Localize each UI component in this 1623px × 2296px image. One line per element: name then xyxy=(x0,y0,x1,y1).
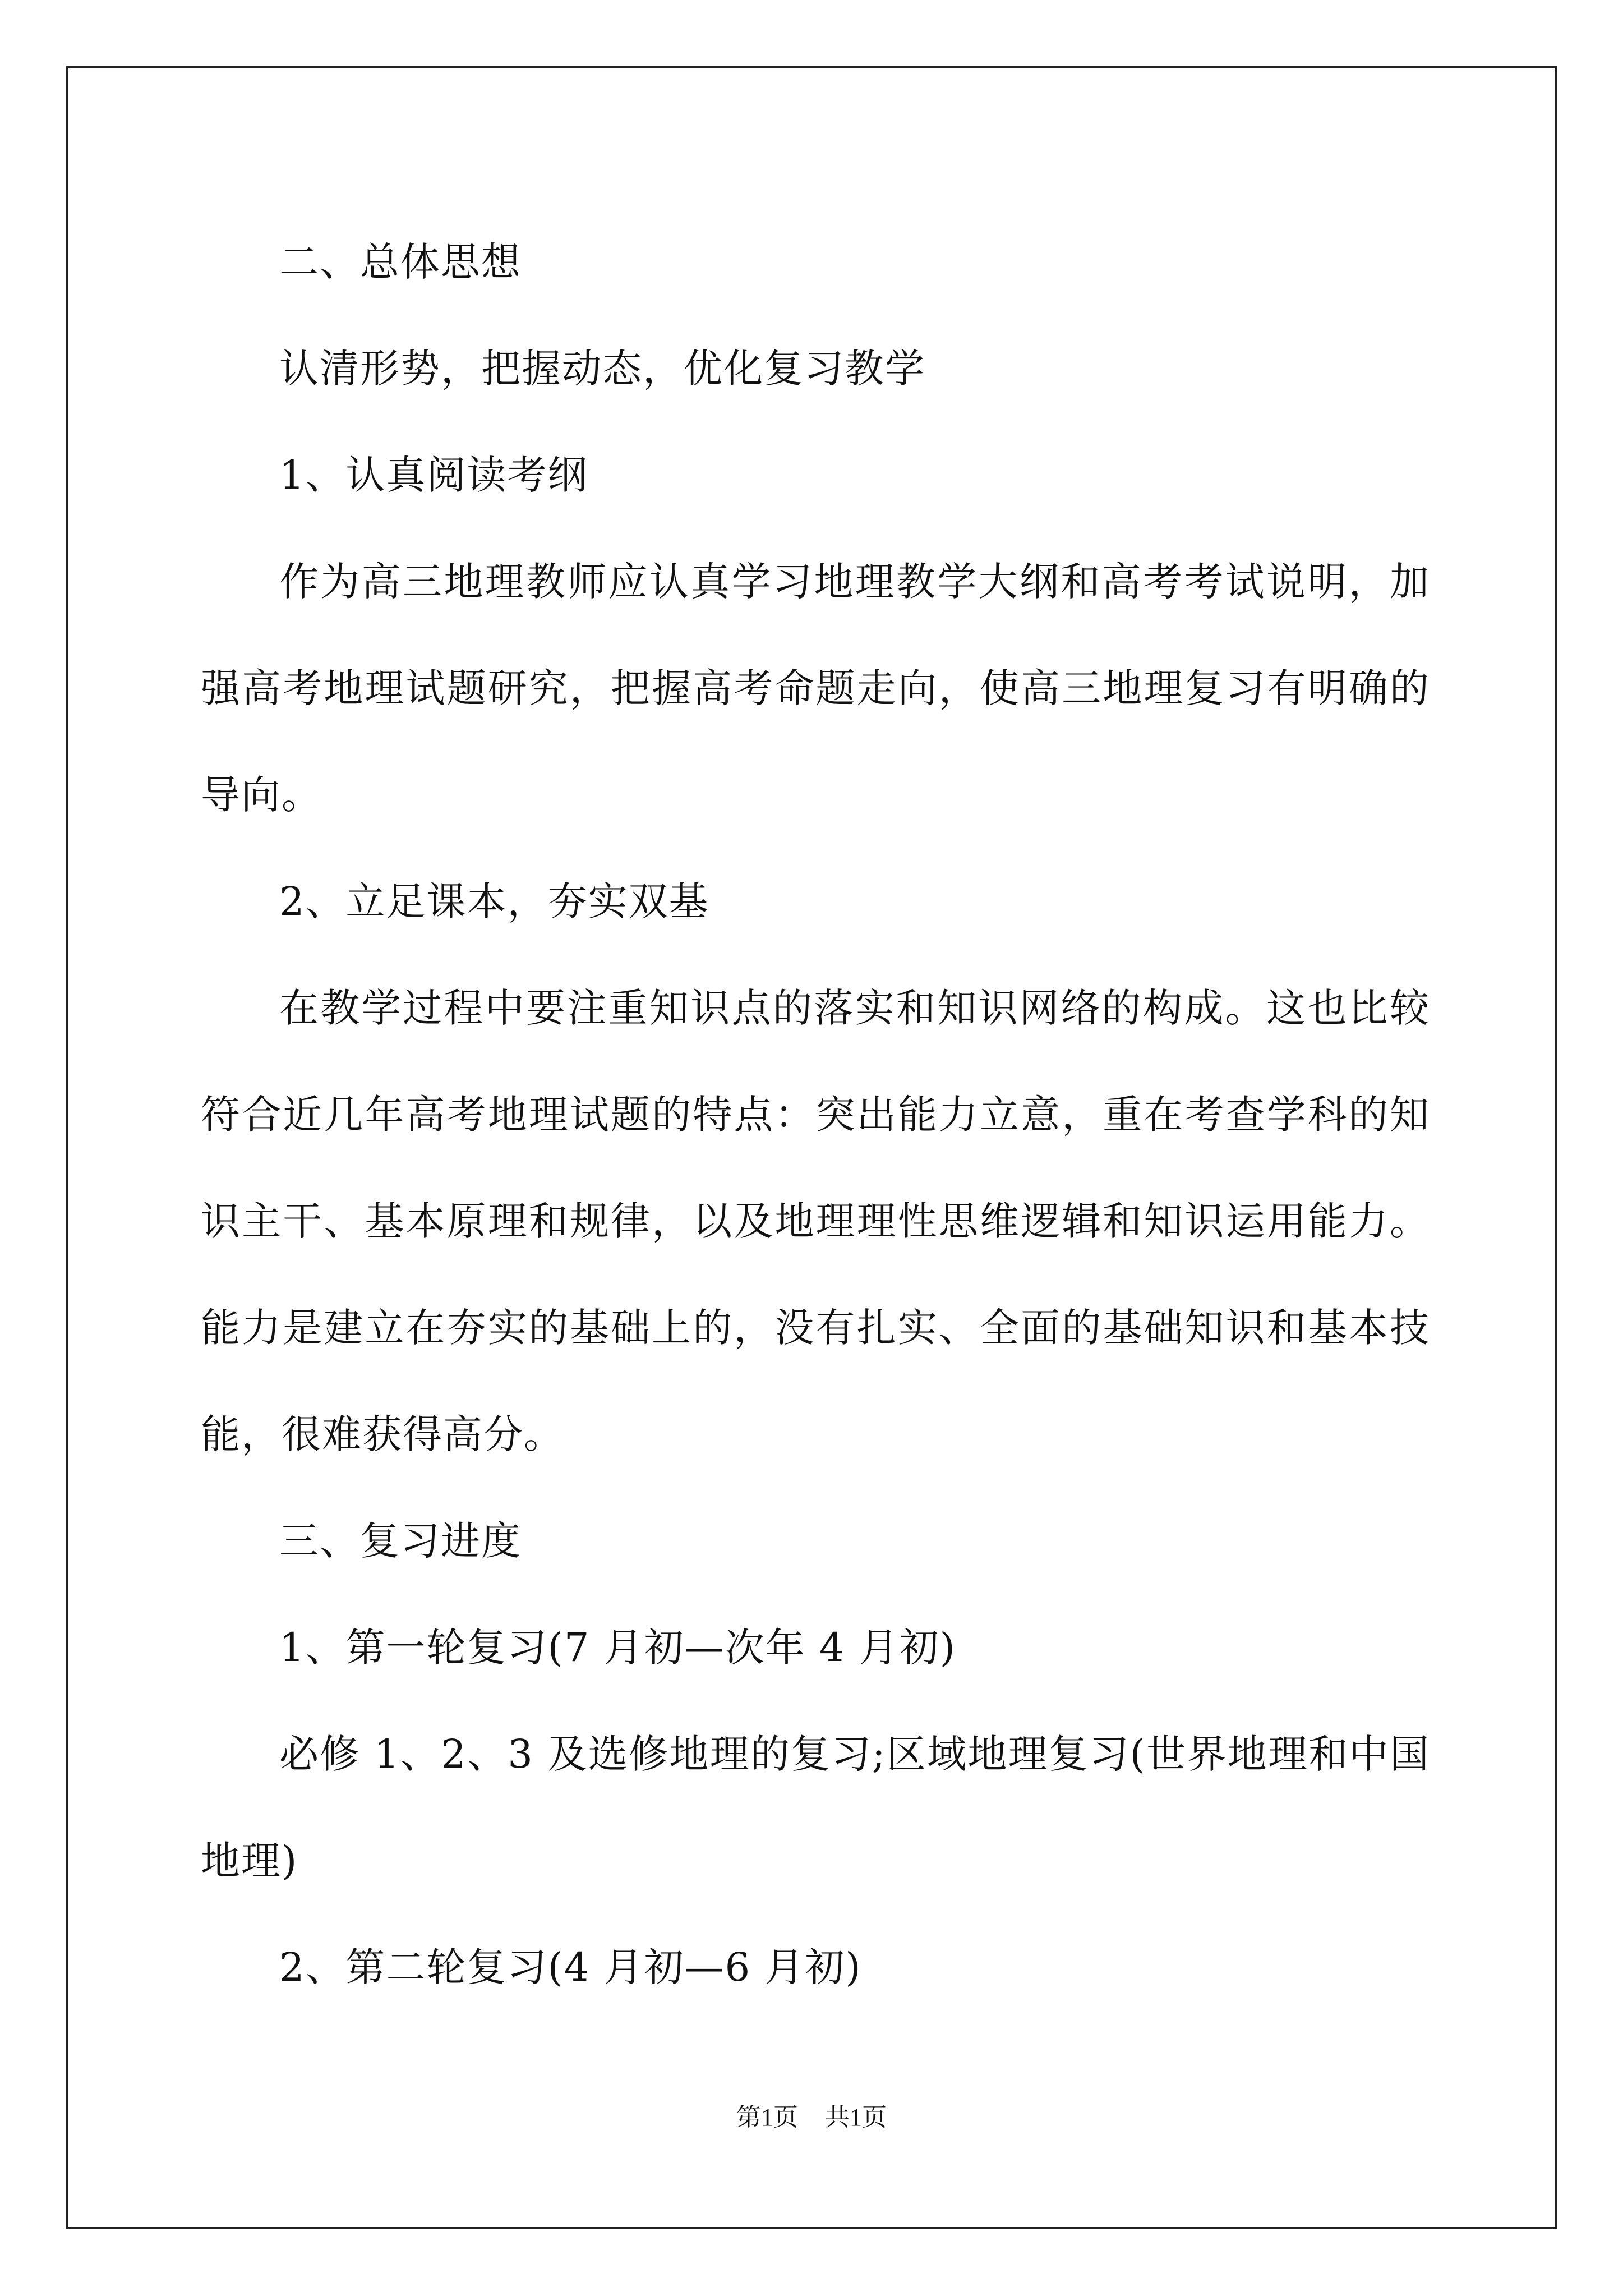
subheading: 1、认真阅读考纲 xyxy=(279,452,588,498)
paragraph: 必修 1、2、3 及选修地理的复习;区域地理复习(世界地理和中国地理) xyxy=(201,1731,1430,1884)
document-body xyxy=(201,209,1430,2021)
subheading: 1、第一轮复习(7 月初—次年 4 月初) xyxy=(279,1625,956,1671)
paragraph: 在教学过程中要注重知识点的落实和知识网络的构成。这也比较符合近几年高考地理试题的特点：突出能力立意，重在考查学科的知识主干、基本原理和规律，以及地理理性思维逻辑和知识运用能力。能力是建立在夯实的基础上的，没有扎实、全面的基础知识和基本技能，很难获得高分。 xyxy=(201,985,1430,1457)
heading-overall-idea: 二、总体思想 xyxy=(279,239,522,285)
page-number-total: 共1页 xyxy=(825,2104,887,2131)
paragraph: 认清形势，把握动态，优化复习教学 xyxy=(279,346,925,392)
heading-review-progress: 三、复习进度 xyxy=(279,1518,522,1564)
subheading: 2、第二轮复习(4 月初—6 月初) xyxy=(279,1944,862,1990)
page-number-current: 第1页 xyxy=(736,2104,798,2131)
paragraph: 作为高三地理教师应认真学习地理教学大纲和高考考试说明，加强高考地理试题研究，把握高考命题走向，使高三地理复习有明确的导向。 xyxy=(201,559,1430,818)
subheading: 2、立足课本，夯实双基 xyxy=(279,878,709,924)
page-footer xyxy=(0,2101,1623,2134)
